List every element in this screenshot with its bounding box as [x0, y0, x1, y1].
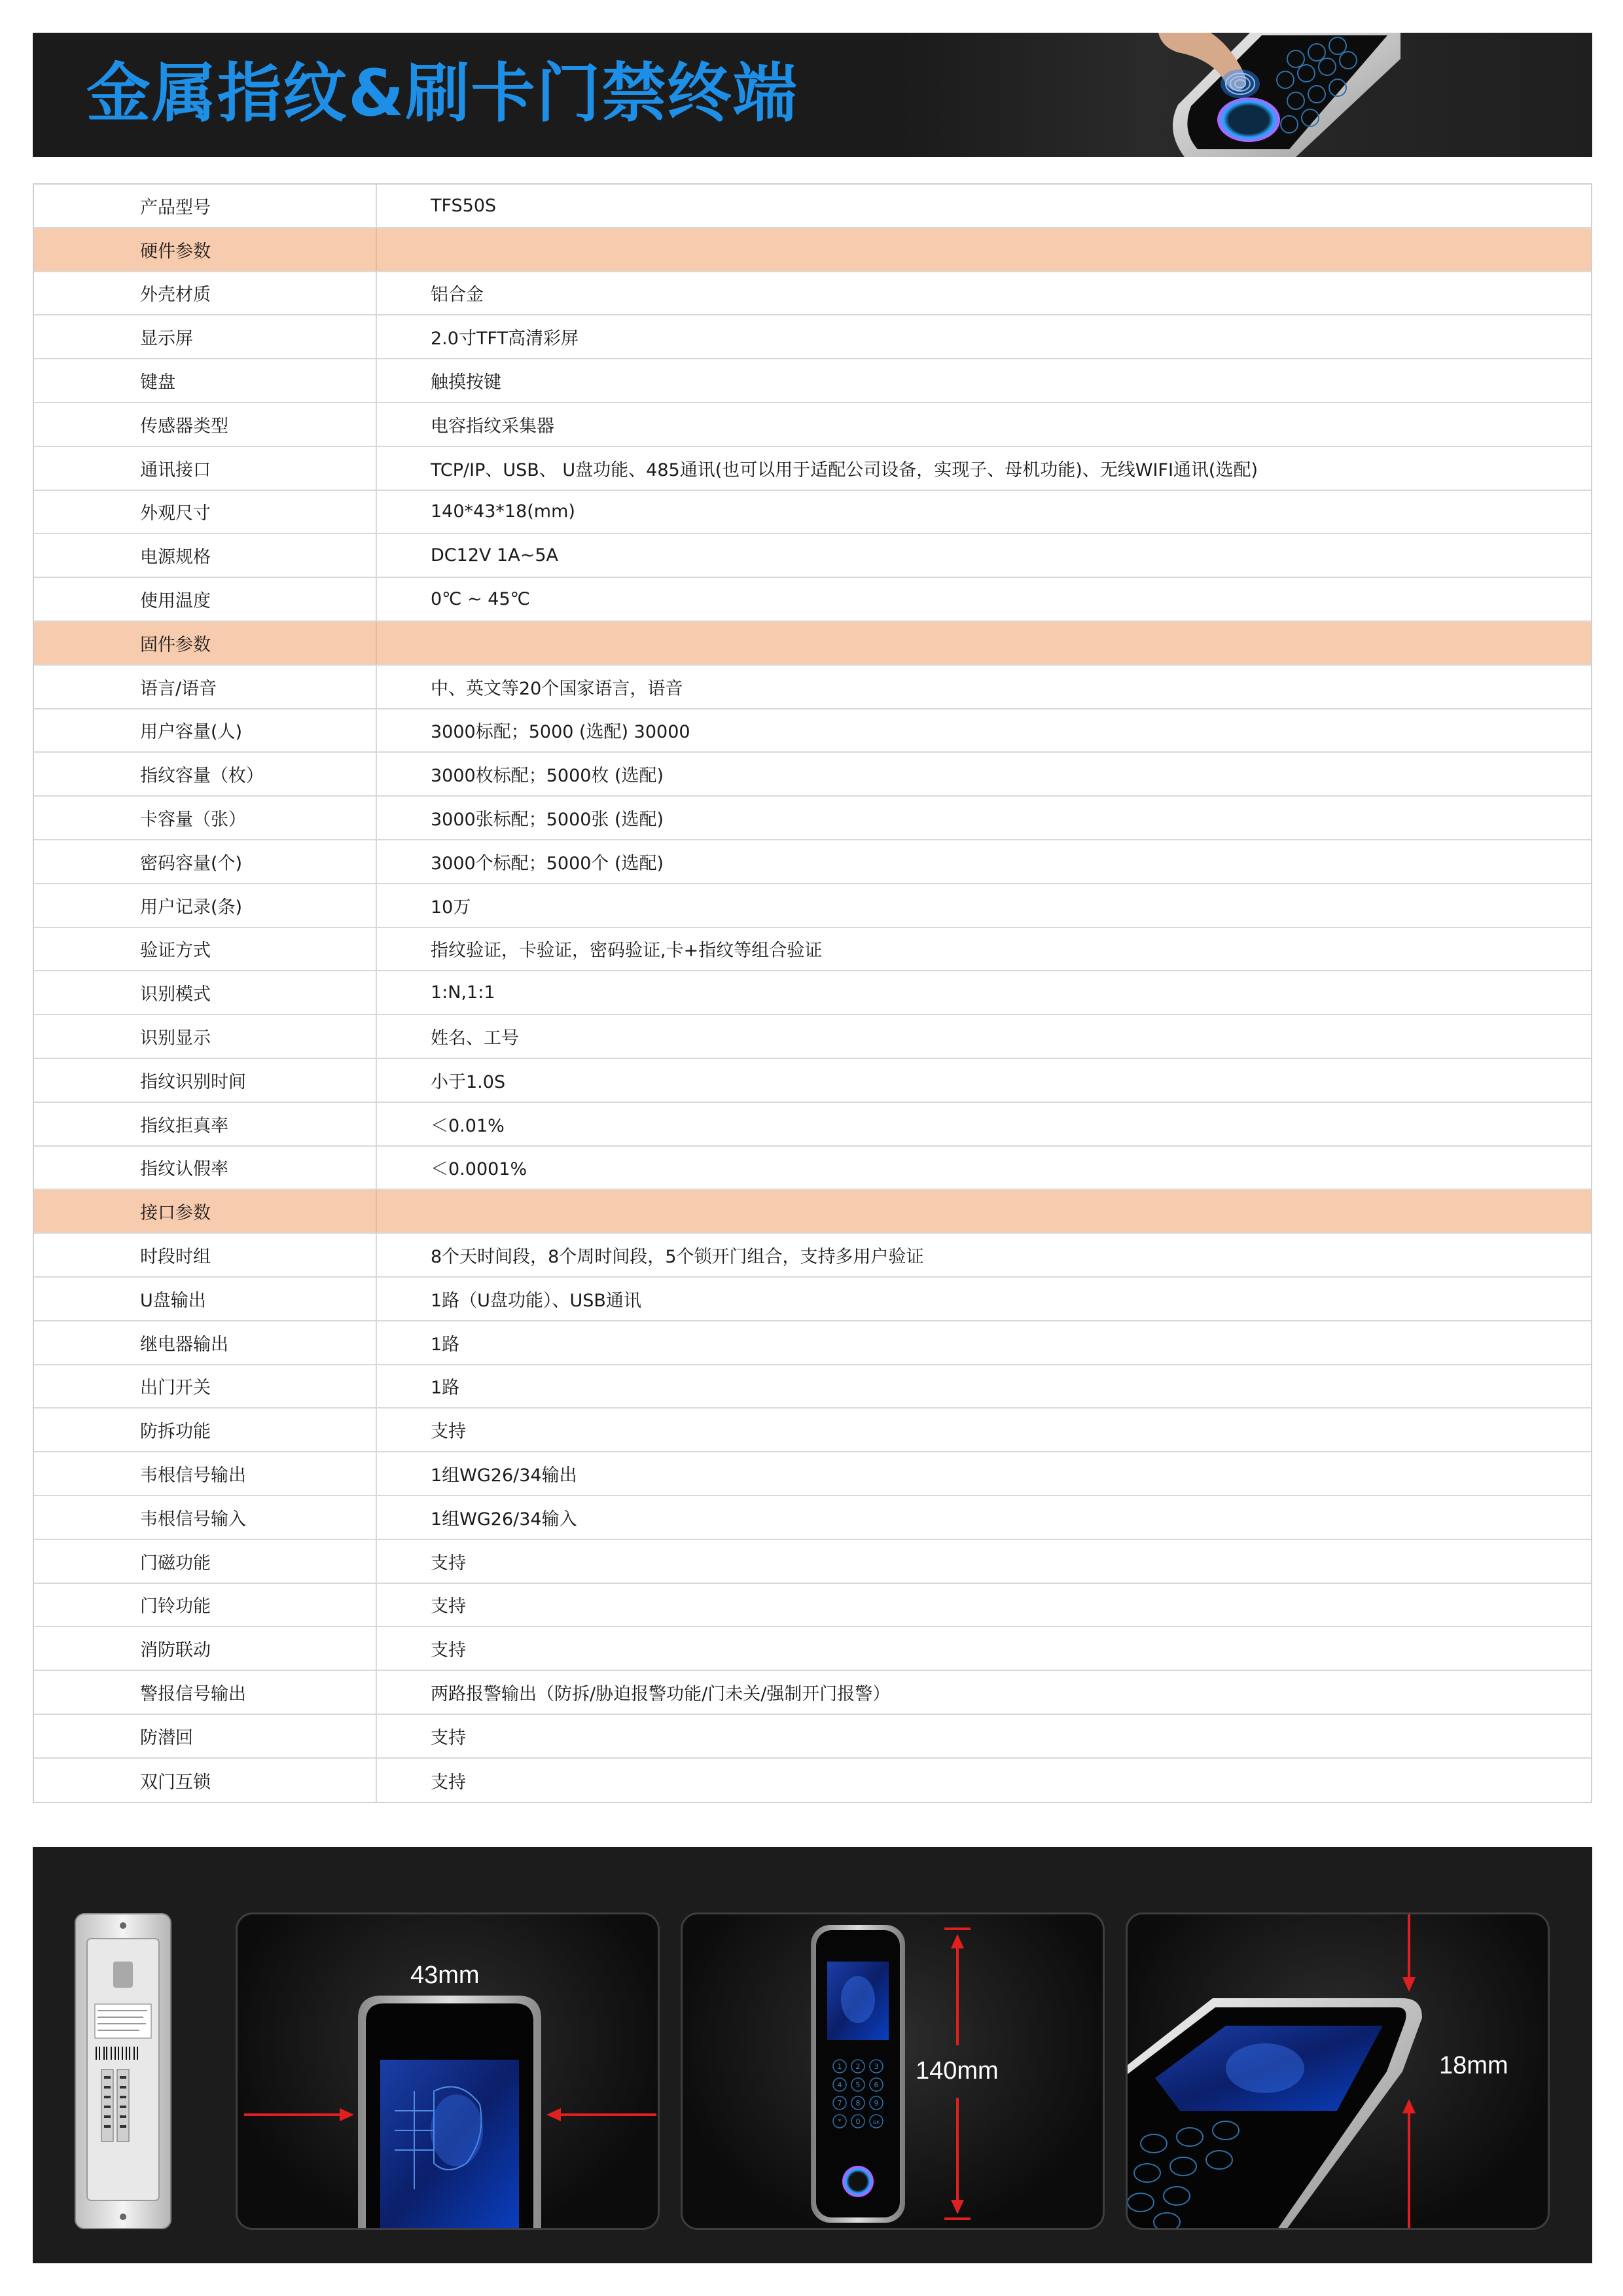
spec-row: [34, 1496, 1591, 1540]
spec-value: 3000枚标配；5000枚 (选配): [431, 766, 664, 787]
keypad-key-label: 7: [837, 2099, 842, 2108]
spec-value: 姓名、工号: [431, 1028, 519, 1049]
spec-row: [34, 315, 1591, 359]
spec-table: [33, 183, 1592, 1803]
spec-value: 支持: [431, 1422, 466, 1443]
spec-value: 支持: [431, 1552, 466, 1573]
width-panel: [236, 1912, 660, 2230]
spec-value: 铝合金: [431, 285, 484, 306]
spec-value: 1路（U盘功能）、USB通讯: [431, 1290, 641, 1311]
spec-value: TCP/IP、USB、 U盘功能、485通讯(也可以用于适配公司设备，实现子、母机功能)、无线WIFI通讯(选配): [431, 459, 1258, 480]
spec-value: 1:N,1:1: [431, 982, 495, 1003]
section-title: 接口参数: [34, 1190, 377, 1232]
spec-label: 外观尺寸: [34, 491, 377, 533]
spec-row: [34, 491, 1591, 535]
spec-label: 防拆功能: [34, 1408, 377, 1451]
spec-row: [34, 753, 1591, 797]
spec-label: 使用温度: [34, 578, 377, 620]
spec-label: 指纹识别时间: [34, 1059, 377, 1102]
spec-value: 支持: [431, 1640, 466, 1661]
spec-value: 1组WG26/34输出: [431, 1465, 577, 1486]
spec-row: [34, 1015, 1591, 1059]
spec-value: 3000个标配；5000个 (选配): [431, 853, 664, 874]
spec-value: 1路: [431, 1334, 460, 1355]
spec-row: [34, 1365, 1591, 1409]
spec-label: 卡容量（张）: [34, 797, 377, 839]
spec-label: 双门互锁: [34, 1759, 377, 1803]
spec-label: 产品型号: [34, 185, 377, 227]
spec-row: [34, 403, 1591, 447]
spec-value: 触摸按键: [431, 372, 501, 393]
spec-row: [34, 1584, 1591, 1628]
depth-panel: [1126, 1912, 1550, 2230]
spec-label: 语言/语音: [34, 666, 377, 708]
spec-label: 用户容量(人): [34, 709, 377, 752]
spec-row: [34, 1627, 1591, 1671]
spec-row: [34, 1103, 1591, 1147]
spec-row: [34, 1452, 1591, 1496]
spec-value: 2.0寸TFT高清彩屏: [431, 329, 579, 350]
keypad-key-label: 2: [855, 2062, 861, 2071]
spec-row: [34, 840, 1591, 884]
spec-value: 两路报警输出（防拆/胁迫报警功能/门未关/强制开门报警）: [431, 1683, 891, 1704]
spec-label: 警报信号输出: [34, 1671, 377, 1713]
spec-label: 门磁功能: [34, 1540, 377, 1583]
spec-label: 键盘: [34, 359, 377, 402]
spec-value: 0℃ ~ 45℃: [431, 589, 530, 610]
section-title: 硬件参数: [34, 228, 377, 271]
spec-row: [34, 1540, 1591, 1584]
spec-row: [34, 1147, 1591, 1191]
spec-label: 防潜回: [34, 1715, 377, 1757]
spec-row: [34, 1321, 1591, 1365]
spec-value: 指纹验证，卡验证，密码验证,卡+指纹等组合验证: [431, 941, 823, 961]
spec-row: [34, 971, 1591, 1015]
spec-row: [34, 1059, 1591, 1103]
spec-row: [34, 666, 1591, 709]
spec-value: 3000标配；5000 (选配) 30000: [431, 722, 690, 743]
section-header-row: [34, 228, 1591, 272]
spec-row: [34, 1671, 1591, 1715]
keypad-key-label: 6: [874, 2081, 879, 2089]
device-hero-image: [903, 33, 1592, 157]
spec-value: [377, 228, 1591, 271]
spec-value: ＜0.01%: [431, 1115, 505, 1136]
width-dimension-label: 43mm: [410, 1962, 480, 1989]
spec-row: [34, 534, 1591, 578]
spec-row: [34, 928, 1591, 972]
spec-label: 电源规格: [34, 534, 377, 577]
spec-row: [34, 185, 1591, 228]
spec-row: [34, 1234, 1591, 1278]
spec-label: 韦根信号输出: [34, 1452, 377, 1495]
spec-row: [34, 1759, 1591, 1803]
keypad-key-label: 8: [855, 2099, 861, 2108]
spec-row: [34, 1715, 1591, 1759]
spec-row: [34, 884, 1591, 928]
spec-value: 支持: [431, 1772, 466, 1793]
spec-value: 3000张标配；5000张 (选配): [431, 810, 664, 831]
spec-label: 门铃功能: [34, 1584, 377, 1626]
spec-label: 密码容量(个): [34, 840, 377, 883]
spec-value: DC12V 1A~5A: [431, 545, 558, 566]
spec-value: 支持: [431, 1727, 466, 1748]
spec-value: 中、英文等20个国家语言，语音: [431, 678, 683, 699]
spec-value: 1路: [431, 1378, 460, 1399]
spec-value: ＜0.0001%: [431, 1159, 527, 1180]
device-front-height-image: [683, 1914, 1105, 2230]
spec-value: 小于1.0S: [431, 1071, 506, 1092]
spec-value: TFS50S: [431, 195, 497, 216]
device-back-view-image: [74, 1912, 172, 2230]
spec-value: 10万: [431, 897, 471, 918]
section-header-row: [34, 1190, 1591, 1234]
height-panel: [681, 1912, 1105, 2230]
keypad-key-label: 0: [855, 2117, 861, 2126]
keypad-key-label: OK: [872, 2120, 880, 2125]
spec-row: [34, 447, 1591, 491]
spec-label: 指纹拒真率: [34, 1103, 377, 1145]
spec-label: 验证方式: [34, 928, 377, 971]
keypad-key-label: 5: [855, 2081, 861, 2089]
dimension-gallery: [33, 1847, 1592, 2263]
depth-dimension-label: 18mm: [1439, 2052, 1508, 2079]
spec-label: 用户记录(条): [34, 884, 377, 927]
spec-label: 消防联动: [34, 1627, 377, 1670]
spec-label: 出门开关: [34, 1365, 377, 1408]
spec-label: U盘输出: [34, 1278, 377, 1320]
spec-label: 识别模式: [34, 971, 377, 1014]
spec-label: 指纹认假率: [34, 1147, 377, 1189]
section-title: 固件参数: [34, 622, 377, 664]
height-dimension-label: 140mm: [916, 2057, 999, 2085]
spec-label: 时段时组: [34, 1234, 377, 1276]
spec-label: 识别显示: [34, 1015, 377, 1058]
spec-label: 外壳材质: [34, 272, 377, 315]
spec-label: 指纹容量（枚）: [34, 753, 377, 795]
keypad-key-label: *: [838, 2117, 842, 2126]
spec-label: 通讯接口: [34, 447, 377, 490]
spec-value: 8个天时间段，8个周时间段，5个锁开门组合，支持多用户验证: [431, 1247, 924, 1268]
spec-row: [34, 797, 1591, 840]
spec-value: 1组WG26/34输入: [431, 1509, 577, 1530]
spec-row: [34, 272, 1591, 316]
spec-row: [34, 578, 1591, 622]
spec-value: 140*43*18(mm): [431, 501, 575, 522]
keypad-key-label: 1: [837, 2062, 842, 2071]
spec-value: 电容指纹采集器: [431, 416, 554, 437]
spec-value: [377, 1190, 1591, 1232]
section-header-row: [34, 622, 1591, 666]
spec-label: 显示屏: [34, 315, 377, 358]
spec-value: 支持: [431, 1596, 466, 1617]
spec-row: [34, 1408, 1591, 1452]
keypad-key-label: 4: [837, 2081, 842, 2089]
spec-row: [34, 709, 1591, 753]
spec-row: [34, 359, 1591, 403]
spec-row: [34, 1278, 1591, 1321]
spec-value: [377, 622, 1591, 664]
spec-label: 继电器输出: [34, 1321, 377, 1364]
keypad-key-label: 3: [874, 2062, 879, 2071]
spec-label: 传感器类型: [34, 403, 377, 446]
keypad-key-label: 9: [874, 2099, 879, 2108]
page-title: 金属指纹&刷卡门禁终端: [86, 56, 798, 131]
spec-label: 韦根信号输入: [34, 1496, 377, 1539]
header-banner: [33, 33, 1592, 157]
